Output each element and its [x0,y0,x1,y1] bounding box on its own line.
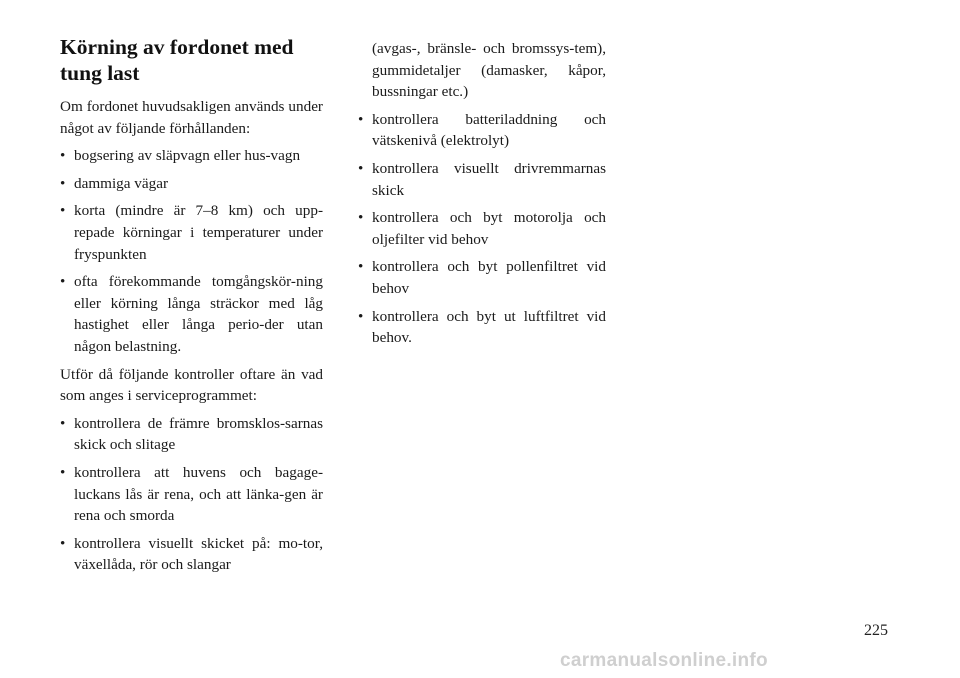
list-item: • kontrollera de främre bromsklos-sarnas skick och slitage [60,414,323,454]
bullet-icon: • [60,273,66,291]
bullet-icon: • [60,534,66,552]
bullet-icon: • [60,174,66,192]
bullet-icon: • [60,147,66,165]
bullet-icon: • [358,110,364,128]
bullet-icon: • [358,159,364,177]
list-item: • kontrollera och byt pollenfiltret vid behov [358,258,606,297]
list-item-continuation: (avgas-, bränsle- och bromssys-tem), gummidetaljer (damasker, kåpor, bussningar etc.) [372,40,606,101]
list-item: • kontrollera att huvens och bagage-luckans lås är rena, och att länka-gen är rena och smorda [60,463,323,525]
list-item: • kontrollera och byt motorolja och oljefilter vid behov [358,209,606,248]
bullet-icon: • [358,307,364,325]
bullet-icon: • [358,209,364,227]
list-item: • kontrollera batteriladdning och vätskenivå (elektrolyt) [358,110,606,150]
bullet-icon: • [60,202,66,220]
list-item: • korta (mindre är 7–8 km) och upp-repade körningar i temperaturer under fryspunkten [60,202,323,263]
right-column [358,38,606,355]
watermark: carmanualsonline.info [560,650,768,671]
checks-list-left [60,413,323,576]
list-item: • dammiga vägar [60,173,323,195]
conditions-list [60,145,323,357]
left-column [60,34,323,582]
list-item: • kontrollera visuellt drivremmarnas skick [358,159,606,199]
page-number: 225 [864,622,888,639]
checks-intro-paragraph: Utför då följande kontroller oftare än vad som anges i serviceprogrammet: [60,365,323,405]
list-item: • kontrollera visuellt skicket på: mo-tor, växellåda, rör och slangar [60,534,323,574]
section-heading: Körning av fordonet med tung last [60,35,294,85]
intro-paragraph: Om fordonet huvudsakligen används under något av följande förhållanden: [60,98,323,137]
list-item: • ofta förekommande tomgångskör-ning eller körning långa sträckor med låg hastighet eller långa perio-der utan någon belastning. [60,273,323,355]
bullet-icon: • [358,258,364,276]
bullet-icon: • [60,463,66,481]
list-item: • bogsering av släpvagn eller hus-vagn [60,145,323,167]
bullet-icon: • [60,414,66,432]
list-item: • kontrollera och byt ut luftfiltret vid behov. [358,307,606,347]
checks-list-right [358,109,606,349]
